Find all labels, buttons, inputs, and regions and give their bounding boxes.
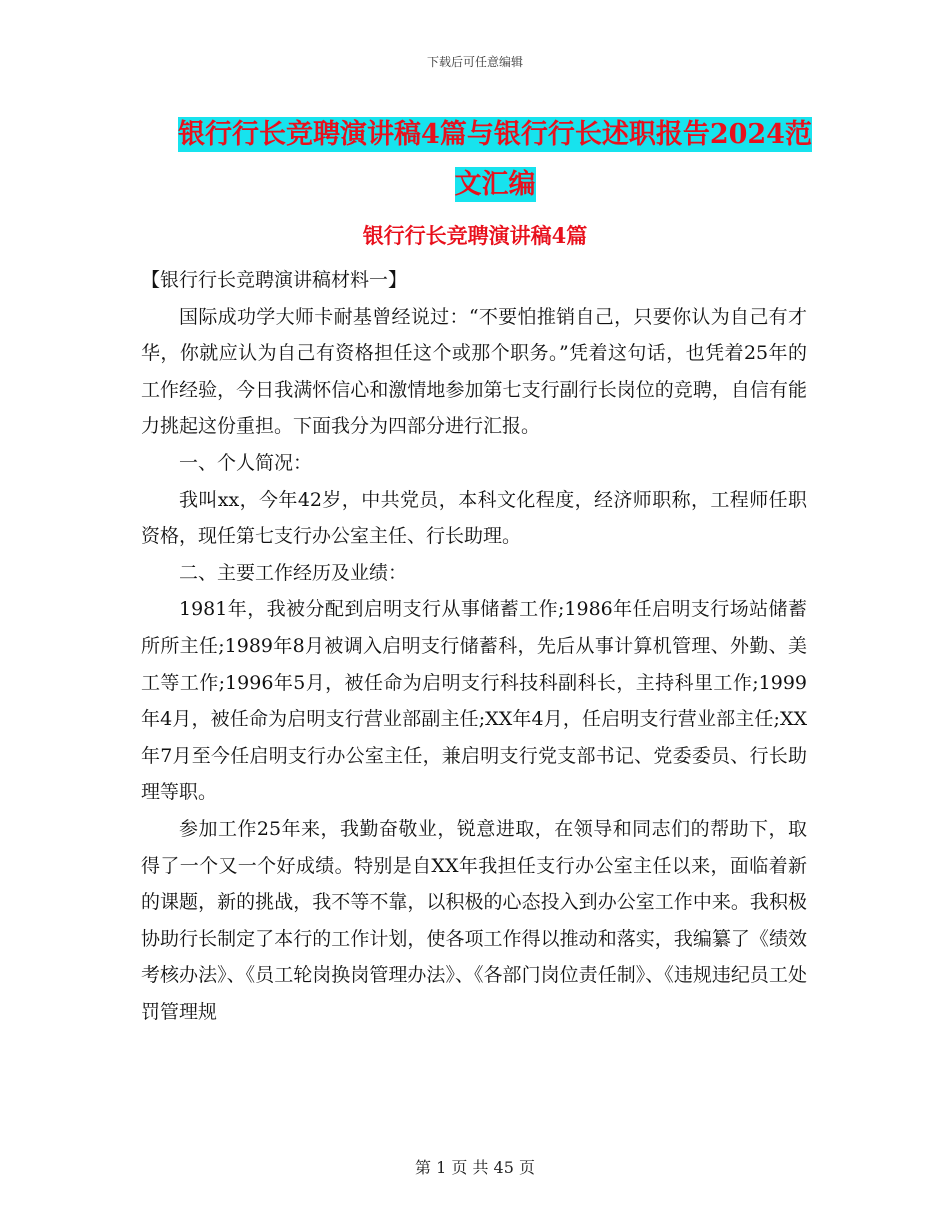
- title-line-2: 文汇编: [454, 169, 536, 200]
- paragraph-achievements: 参加工作25年来，我勤奋敬业，锐意进取，在领导和同志们的帮助下，取得了一个又一个好成绩。特别是自XX年我担任支行办公室主任以来，面临着新的课题，新的挑战，我不等不靠，以积极的心态投入到办公室工作中来。我积极协助行长制定了本行的工作计划，使各项工作得以推动和落实，我编纂了《绩效考核办法》、《员工轮岗换岗管理办法》、《各部门岗位责任制》、《违规违纪员工处罚管理规: [141, 817, 807, 1023]
- paragraph-personal-profile: 我叫xx，今年42岁，中共党员，本科文化程度，经济师职称，工程师任职资格，现任第七支行办公室主任、行长助理。: [141, 488, 807, 548]
- paragraph-work-history: 1981年，我被分配到启明支行从事储蓄工作;1986年任启明支行场站储蓄所所主任;1989年8月被调入启明支行储蓄科，先后从事计算机管理、外勤、美工等工作;1996年5月，被任命为启明支行科技科副科长，主持科里工作;1999年4月，被任命为启明支行营业部副主任;XX年4月，任启明支行营业部主任;XX年7月至今任启明支行办公室主任，兼启明支行党支部书记、党委委员、行长助理等职。: [141, 598, 807, 804]
- document-title: [150, 110, 840, 210]
- heading-work-experience: 二、主要工作经历及业绩：: [179, 561, 408, 584]
- paragraph-intro: 国际成功学大师卡耐基曾经说过：“不要怕推销自己，只要你认为自己有才华，你就应认为自己有资格担任这个或那个职务。”凭着这句话，也凭着25年的工作经验，今日我满怀信心和激情地参加第七支行副行长岗位的竞聘，自信有能力挑起这份重担。下面我分为四部分进行汇报。: [141, 305, 807, 438]
- title-line-1: 银行行长竞聘演讲稿4篇与银行行长述职报告2024范: [178, 119, 812, 150]
- body-text: [141, 262, 807, 1030]
- header-note: 下载后可任意编辑: [426, 55, 523, 69]
- page-footer: 第 1 页 共 45 页: [415, 1158, 535, 1177]
- material-label: 【银行行长竞聘演讲稿材料一】: [141, 269, 408, 291]
- section-subtitle: 银行行长竞聘演讲稿4篇: [362, 223, 588, 248]
- heading-personal-profile: 一、个人简况：: [179, 451, 313, 474]
